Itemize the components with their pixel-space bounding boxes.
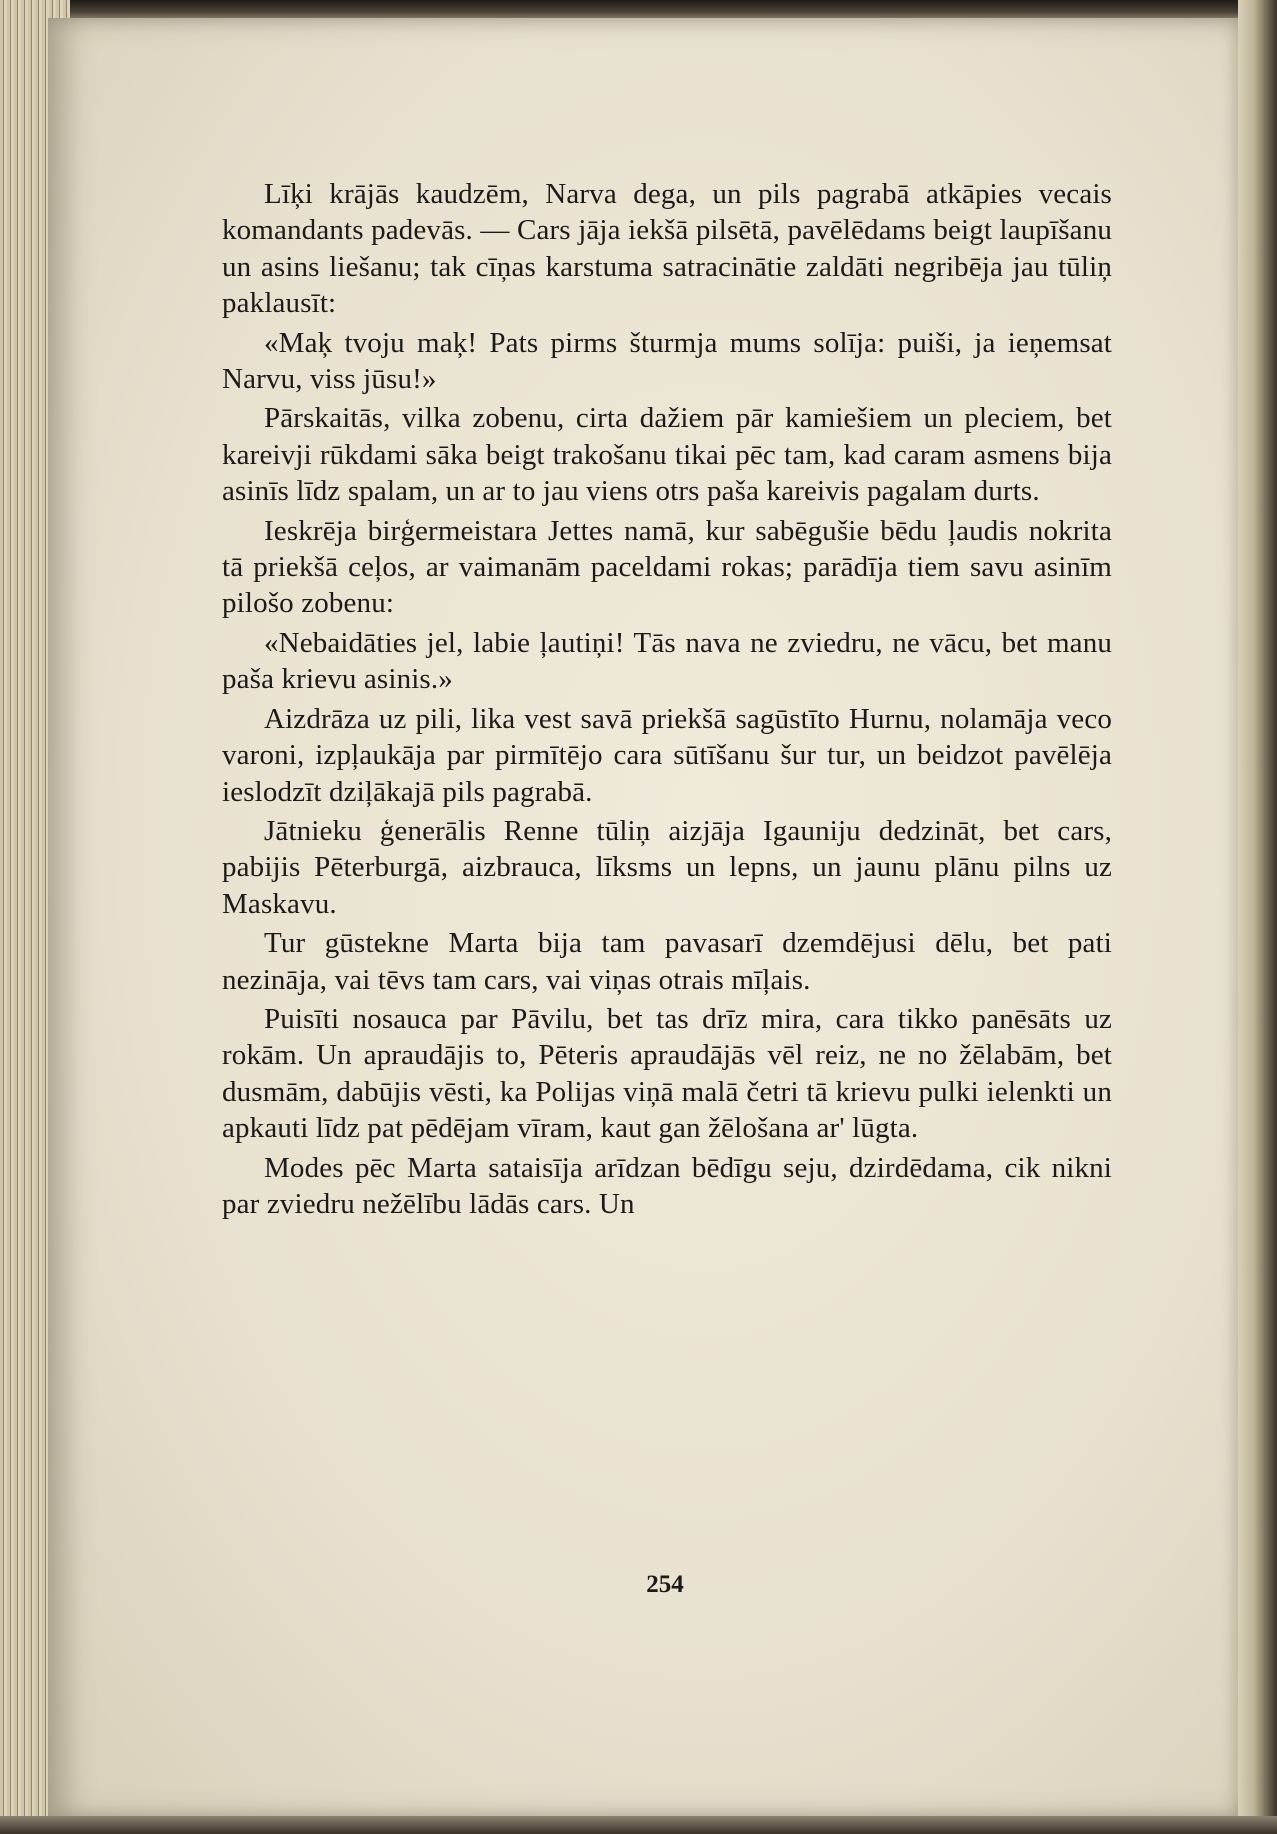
book-bottom-edge bbox=[0, 1816, 1277, 1834]
paragraph: Jātnieku ģenerālis Renne tūliņ aizjāja Igauniju dedzināt, bet cars, pabijis Pēterburgā, aizbrauca, līksms un lepns, un jaunu plānu pilns uz Maskavu. bbox=[222, 814, 1112, 920]
page-number: 254 bbox=[646, 1571, 684, 1598]
paragraph: Ieskrēja birģermeistara Jettes namā, kur sabēgušie bēdu ļaudis nokrita tā priekšā ceļos, ar vaimanām paceldami rokas; parādīja tiem savu asinīm pilošo zobenu: bbox=[222, 514, 1112, 620]
paragraph: «Maķ tvoju maķ! Pats pirms šturmja mums solīja: puiši, ja ieņemsat Narvu, viss jūsu!» bbox=[222, 326, 1112, 396]
paragraph: Puisīti nosauca par Pāvilu, bet tas drīz mira, cara tikko panēsāts uz rokām. Un apraudājis to, Pēteris apraudājās vēl reiz, ne no žēlabām, bet dusmām, dabūjis vēsti, ka Polijas viņā malā četri tā krievu pulki ielenkti un apkauti līdz pat pēdējam vīram, kaut gan žēlošana ar' lūgta. bbox=[222, 1002, 1112, 1145]
paragraph: Tur gūstekne Marta bija tam pavasarī dzemdējusi dēlu, bet pati nezināja, vai tēvs tam cars, vai viņas otrais mīļais. bbox=[222, 927, 1112, 996]
paragraph: Aizdrāza uz pili, lika vest savā priekšā sagūstīto Hurnu, nolamāja veco varoni, izpļaukāja par pirmītējo cara sūtīšanu šur tur, un beidzot pavēlēja ieslodzīt dziļākajā pils pagrabā. bbox=[222, 702, 1112, 808]
paragraph: Modes pēc Marta sataisīja arīdzan bēdīgu seju, dzirdēdama, cik nikni par zviedru nežēlību lādās cars. Un bbox=[222, 1151, 1112, 1220]
book-gutter-right bbox=[1238, 0, 1277, 1834]
page-text bbox=[222, 176, 1112, 1225]
paragraph: Pārskaitās, vilka zobenu, cirta dažiem pār kamiešiem un pleciem, bet kareivji rūkdami sāka beigt trakošanu tikai pēc tam, kad caram asmens bija asinīs līdz spalam, un ar to jau viens otrs paša kareivis pagalam durts. bbox=[222, 402, 1112, 508]
book-top-edge bbox=[0, 0, 1277, 20]
paragraph: Līķi krājās kaudzēm, Narva dega, un pils pagrabā atkāpies vecais komandants padevās. — Cars jāja iekšā pilsētā, pavēlēdams beigt laupīšanu un asins liešanu; tak cīņas karstuma satracinātie zaldāti negribēja jau tūliņ paklausīt: bbox=[222, 178, 1112, 320]
paragraph: «Nebaidāties jel, labie ļautiņi! Tās nava ne zviedru, ne vācu, bet manu paša krievu asinis.» bbox=[222, 626, 1112, 696]
